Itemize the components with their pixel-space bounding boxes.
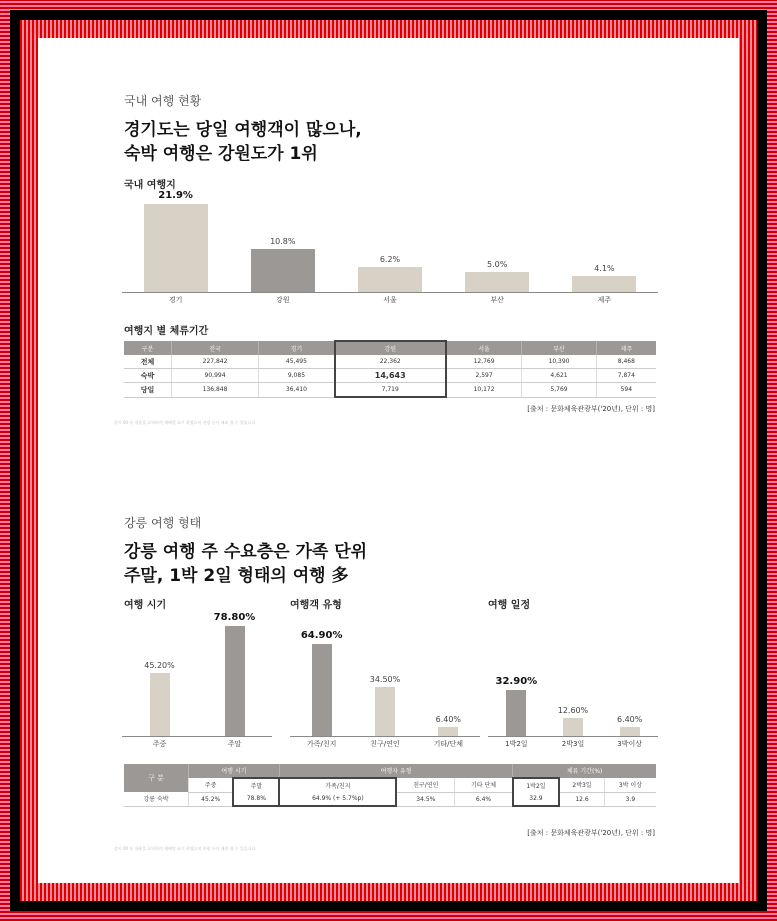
table-cell: 90,994 (171, 369, 258, 383)
chart-bar (506, 690, 526, 736)
chart-category-label: 가족/친지 (306, 740, 337, 748)
chart-category-label: 기타/단체 (433, 740, 464, 748)
section2-label: 강릉 여행 형태 (124, 516, 202, 530)
section1-label: 국내 여행 현황 (124, 94, 202, 108)
gangneung-table (124, 764, 656, 807)
table-header-cell: 강원 (335, 341, 446, 355)
table-subheader: 가족/친지 (279, 778, 396, 792)
table-cell: 136,848 (171, 383, 258, 398)
chart-data-label: 64.90% (300, 630, 343, 641)
chart3-title: 여행객 유형 (290, 600, 342, 611)
chart-category-label: 1박2일 (505, 740, 528, 748)
table-cell: 34.5% (396, 792, 454, 806)
fine-print-1: 강이 00 등 내용을 요약하여 재배열 표기 하였으며 관광 등이 제외 될 수 있습니다. (114, 420, 257, 425)
chart-bar (620, 727, 640, 736)
chart-data-label: 21.9% (158, 190, 193, 201)
table-row-label: 강릉 숙박 (124, 792, 189, 806)
chart-data-label: 6.40% (435, 714, 462, 724)
table-cell: 36,410 (259, 383, 335, 398)
table-header-cell: 전국 (171, 341, 258, 355)
chart-data-label: 78.80% (213, 612, 256, 623)
table-header-cell: 구분 (124, 341, 171, 355)
chart-data-label: 45.20% (144, 660, 175, 670)
table-cell: 227,842 (171, 355, 258, 369)
table-subheader: 2박3일 (559, 778, 604, 792)
table-cell: 당일 (124, 383, 171, 398)
chart-data-label: 6.40% (616, 715, 643, 725)
table-group-row (124, 764, 656, 778)
table-cell: 2,597 (446, 369, 522, 383)
table-cell: 64.9% (+ 5.7%p) (279, 792, 396, 806)
table-group-header: 여행자 유형 (279, 764, 512, 778)
chart2-title: 여행 시기 (124, 600, 167, 611)
table-cell: 12,769 (446, 355, 522, 369)
section1-headline-1: 경기도는 당일 여행객이 많으나, (124, 120, 362, 140)
chart-bar (144, 204, 208, 292)
section2-headline-2: 주말, 1박 2일 형태의 여행 多 (124, 566, 349, 586)
chart-data-label: 32.90% (495, 676, 538, 687)
table-row (124, 369, 656, 383)
chart-data-label: 6.2% (379, 255, 401, 265)
table-cell: 6.4% (455, 792, 513, 806)
table-cell: 12.6 (559, 792, 604, 806)
chart-bar (438, 727, 458, 736)
chart-axis-line (122, 292, 658, 293)
table-subheader: 친구/연인 (396, 778, 454, 792)
table-subheader: 3박 이상 (604, 778, 656, 792)
table-cell: 숙박 (124, 369, 171, 383)
table-cell: 594 (596, 383, 656, 398)
table-cell: 10,172 (446, 383, 522, 398)
table-cell: 전체 (124, 355, 171, 369)
fine-print-2: 강이 00 등 내용을 요약하여 재배열 표기 하였으며 관광 등이 제외 될 수 있습니다. (114, 846, 257, 851)
table-group-header: 여행 시기 (189, 764, 280, 778)
chart-bar (358, 267, 422, 292)
chart-axis-line (488, 736, 658, 737)
table-cell-highlight: 14,643 (335, 369, 446, 383)
chart-category-label: 3박이상 (617, 740, 643, 748)
chart1-title: 국내 여행지 (124, 180, 176, 191)
chart-bar (572, 276, 636, 292)
table-cell: 45,495 (259, 355, 335, 369)
chart-axis-line (122, 736, 272, 737)
table-subheader-row (124, 778, 656, 792)
table-cell: 78.8% (233, 792, 279, 806)
chart-category-label: 서울 (383, 296, 397, 304)
table-cell: 45.2% (189, 792, 234, 806)
table-subheader: 주중 (189, 778, 234, 792)
chart-category-label: 주중 (152, 740, 167, 748)
chart-bar (563, 718, 583, 736)
chart4-title: 여행 일정 (488, 600, 531, 611)
table-subheader: 1박2일 (513, 778, 559, 792)
stay-duration-table (124, 340, 656, 398)
chart-category-label: 부산 (490, 296, 504, 304)
chart-category-label: 친구/연인 (370, 740, 400, 748)
table-corner: 구 분 (124, 764, 189, 792)
chart-data-label: 4.1% (594, 263, 615, 273)
table-cell: 3.9 (604, 792, 656, 806)
table-group-header: 체류 기간(%) (513, 764, 656, 778)
chart-axis-line (290, 736, 480, 737)
chart-category-label: 경기 (168, 296, 183, 304)
table-cell: 22,362 (335, 355, 446, 369)
section1-headline-2: 숙박 여행은 강원도가 1위 (124, 144, 318, 164)
chart-bar (465, 272, 529, 292)
itinerary-chart (488, 612, 658, 750)
chart-data-label: 5.0% (487, 259, 508, 269)
table-header-row (124, 341, 656, 355)
chart-category-label: 주말 (227, 740, 242, 748)
table-header-cell: 경기 (259, 341, 335, 355)
table-cell: 9,085 (259, 369, 335, 383)
table-header-cell: 부산 (522, 341, 596, 355)
document-page (38, 38, 739, 883)
chart-bar (375, 687, 395, 736)
chart-data-label: 10.8% (270, 236, 296, 246)
chart-bar (225, 626, 245, 736)
table-header-cell: 제주 (596, 341, 656, 355)
travel-timing-chart (122, 612, 272, 750)
table1-title: 여행지 별 체류기간 (124, 326, 209, 337)
source-note-1: [출처 : 문화체육관광부('20년), 단위 : 명] (527, 405, 655, 413)
table-cell: 5,769 (522, 383, 596, 398)
table-header-cell: 서울 (446, 341, 522, 355)
table-subheader: 기타 단체 (455, 778, 513, 792)
chart-data-label: 12.60% (557, 706, 589, 716)
table-row (124, 355, 656, 369)
traveler-type-chart (290, 612, 480, 750)
table-row (124, 383, 656, 398)
section2-headline-1: 강릉 여행 주 수요층은 가족 단위 (124, 542, 368, 562)
chart-bar (251, 249, 315, 292)
table-cell: 10,390 (522, 355, 596, 369)
source-note-2: [출처 : 문화체육관광부('20년), 단위 : 명] (527, 829, 655, 837)
table-row (124, 792, 656, 806)
domestic-destination-chart (122, 188, 658, 306)
table-cell: 7,874 (596, 369, 656, 383)
table-cell: 7,719 (335, 383, 446, 398)
table-subheader: 주말 (233, 778, 279, 792)
chart-bar (150, 673, 170, 736)
chart-bar (312, 644, 332, 736)
chart-category-label: 2박3일 (561, 740, 585, 748)
chart-data-label: 34.50% (369, 675, 401, 685)
chart-category-label: 강원 (276, 296, 290, 304)
chart-category-label: 제주 (597, 296, 612, 304)
table-cell: 4,621 (522, 369, 596, 383)
table-cell: 32.9 (513, 792, 559, 806)
table-cell: 8,468 (596, 355, 656, 369)
